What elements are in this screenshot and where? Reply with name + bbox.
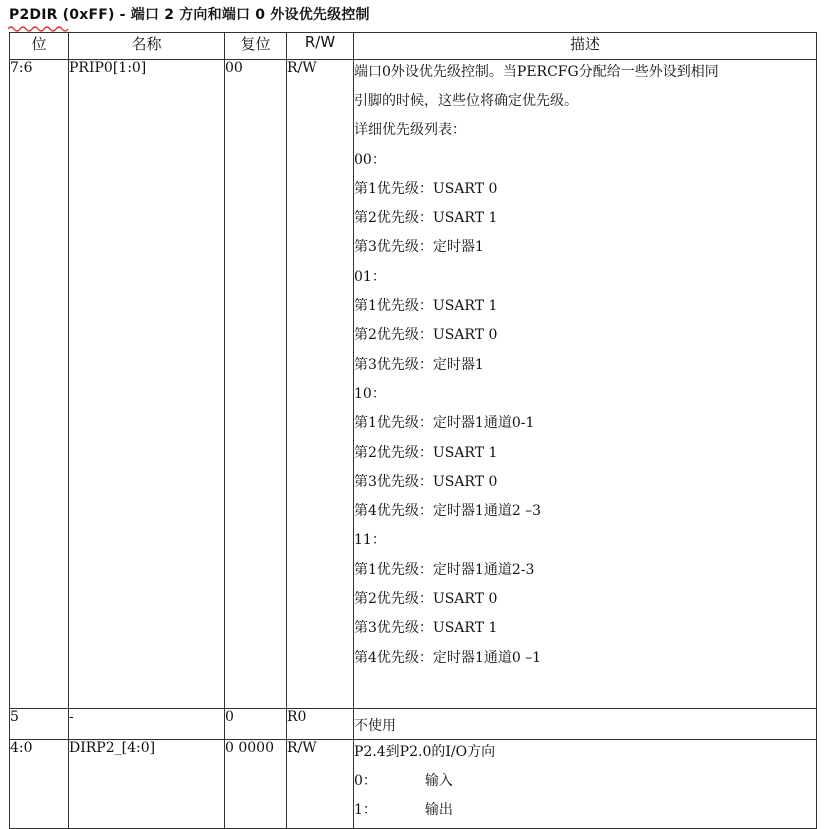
header-row	[10, 33, 817, 60]
description-line: 不使用	[354, 718, 396, 734]
register-table	[9, 32, 817, 829]
option-value: 输出	[424, 802, 453, 819]
option-key: 1：	[354, 802, 377, 819]
description-line: 引脚的时候，这些位将确定优先级。	[354, 93, 578, 109]
description-line: 端口0外设优先级控制。当PERCFG分配给一些外设到相同	[354, 64, 719, 80]
description-line: 第3优先级：定时器1	[354, 239, 484, 256]
name-cell: PRIP0[1:0]	[69, 60, 225, 709]
description-line: 第2优先级：USART 1	[354, 444, 498, 461]
description-line: 10：	[354, 385, 386, 402]
table-row	[10, 740, 817, 829]
name-cell: -	[69, 709, 225, 740]
description-cell	[354, 60, 817, 709]
header-bit: 位	[10, 33, 69, 60]
description-line: 第1优先级：定时器1通道2-3	[354, 561, 535, 578]
description-line: 第3优先级：定时器1	[354, 356, 484, 373]
description-cell	[354, 740, 817, 829]
reset-cell: 0 0000	[225, 740, 287, 829]
register-title: P2DIR (0xFF) - 端口 2 方向和端口 0 外设优先级控制	[9, 7, 370, 23]
description-line: 第1优先级：USART 1	[354, 298, 498, 315]
rw-cell: R/W	[287, 740, 354, 829]
header-rw: R/W	[287, 33, 354, 60]
description-line: 第1优先级：USART 0	[354, 180, 498, 197]
rw-cell: R/W	[287, 60, 354, 709]
rw-cell: R0	[287, 709, 354, 740]
reset-cell: 00	[225, 60, 287, 709]
header-reset: 复位	[225, 33, 287, 60]
header-name: 名称	[69, 33, 225, 60]
description-line: 00：	[354, 151, 386, 168]
description-line: 第3优先级：USART 1	[354, 620, 498, 637]
bit-cell: 4:0	[10, 740, 69, 829]
description-line: P2.4到P2.0的I/O方向	[354, 744, 496, 760]
description-line: 第1优先级：定时器1通道0-1	[354, 415, 535, 432]
description-line: 第2优先级：USART 0	[354, 591, 498, 608]
option-line	[354, 798, 816, 827]
option-value: 输入	[424, 773, 453, 789]
reset-cell: 0	[225, 709, 287, 740]
option-line	[354, 769, 816, 798]
spellcheck-squiggle	[8, 24, 70, 32]
description-cell	[354, 709, 817, 740]
description-line: 第4优先级：定时器1通道2 –3	[354, 503, 542, 520]
description-line: 11：	[354, 532, 386, 549]
header-description: 描述	[354, 33, 817, 60]
description-line: 第4优先级：定时器1通道0 –1	[354, 649, 542, 666]
description-line: 01：	[354, 268, 386, 285]
description-line: 第2优先级：USART 0	[354, 327, 498, 344]
description-line: 详细优先级列表：	[354, 122, 466, 139]
name-cell: DIRP2_[4:0]	[69, 740, 225, 829]
table-row	[10, 60, 817, 709]
description-line: 第2优先级：USART 1	[354, 210, 498, 227]
bit-cell: 7:6	[10, 60, 69, 709]
option-key: 0：	[354, 773, 377, 789]
bit-cell: 5	[10, 709, 69, 740]
table-row	[10, 709, 817, 740]
description-line: 第3优先级：USART 0	[354, 473, 498, 490]
